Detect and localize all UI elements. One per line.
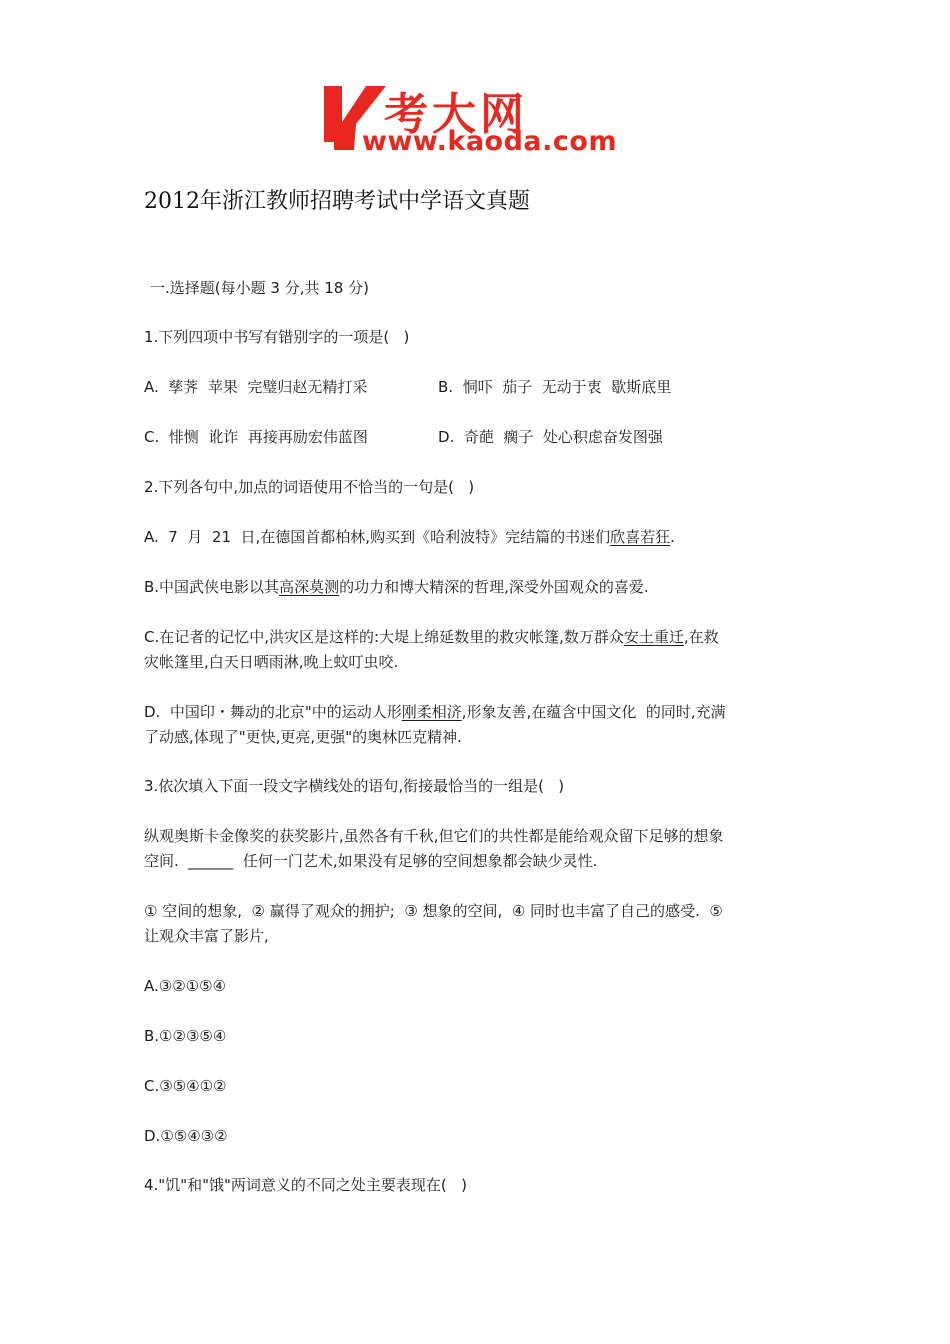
option-d-underlined-term: 刚柔相济 bbox=[401, 703, 462, 721]
question-1-option-a: A. 孳荠 苹果 完璧归赵无精打采 bbox=[144, 378, 368, 396]
question-3-passage-line-2: 空间. ______ 任何一门艺术,如果没有足够的空间想象都会缺少灵性. bbox=[144, 852, 598, 870]
option-b-underlined-term: 高深莫测 bbox=[279, 578, 340, 596]
question-3-sentences-line-2: 让观众丰富了影片, bbox=[144, 927, 269, 945]
question-1-option-c: C. 悱恻 讹诈 再接再励宏伟蓝图 bbox=[144, 428, 368, 446]
question-3-option-d: D.①⑤④③② bbox=[144, 1127, 228, 1145]
kaoda-logo bbox=[320, 82, 640, 162]
question-2-option-a bbox=[144, 525, 814, 550]
question-3-stem: 3.依次填入下面一段文字横线处的语句,衔接最恰当的一组是( ) bbox=[144, 777, 565, 795]
question-1-option-b: B. 恫吓 茄子 无动于衷 歇斯底里 bbox=[438, 378, 672, 396]
option-c-underlined-term: 安土重迁 bbox=[623, 628, 684, 646]
question-2-option-d-line-2: 了动感,体现了"更快,更亮,更强"的奥林匹克精神. bbox=[144, 728, 462, 746]
question-2-option-d bbox=[144, 700, 814, 725]
question-2-option-c-line-2: 灾帐篷里,白天日晒雨淋,晚上蚊叮虫咬. bbox=[144, 653, 399, 671]
option-d-text: D. 中国印・舞动的北京"中的运动人形 bbox=[144, 703, 402, 721]
question-3-option-c: C.③⑤④①② bbox=[144, 1077, 227, 1095]
question-3-sentences-line-1: ① 空间的想象, ② 赢得了观众的拥护; ③ 想象的空间, ④ 同时也丰富了自己的感受. ⑤ bbox=[144, 902, 723, 920]
question-2-option-b bbox=[144, 575, 814, 600]
logo-url-text: www.kaoda.com bbox=[362, 126, 618, 157]
option-b-text: B.中国武侠电影以其 bbox=[144, 578, 280, 596]
page-title: 2012年浙江教师招聘考试中学语文真题 bbox=[144, 189, 530, 214]
section-heading: 一.选择题(每小题 3 分,共 18 分) bbox=[150, 279, 369, 297]
option-a-end: . bbox=[670, 528, 675, 546]
question-1-stem: 1.下列四项中书写有错别字的一项是( ) bbox=[144, 328, 410, 346]
option-c-end: ,在救 bbox=[683, 628, 719, 646]
question-3-option-a: A.③②①⑤④ bbox=[144, 977, 227, 995]
question-3-passage-line-1: 纵观奥斯卡金像奖的获奖影片,虽然各有千秋,但它们的共性都是能给观众留下足够的想象 bbox=[144, 827, 724, 845]
option-a-text: A. 7 月 21 日,在德国首都柏林,购买到《哈利波特》完结篇的书迷们 bbox=[144, 528, 611, 546]
option-a-underlined-term: 欣喜若狂 bbox=[610, 528, 671, 546]
question-3-option-b: B.①②③⑤④ bbox=[144, 1027, 227, 1045]
question-2-option-c bbox=[144, 625, 814, 650]
option-c-text: C.在记者的记忆中,洪灾区是这样的:大堤上绵延数里的救灾帐篷,数万群众 bbox=[144, 628, 624, 646]
option-b-end: 的功力和博大精深的哲理,深受外国观众的喜爱. bbox=[339, 578, 649, 596]
question-2-stem: 2.下列各句中,加点的词语使用不恰当的一句是( ) bbox=[144, 478, 475, 496]
question-1-option-d: D. 奇葩 瘸子 处心积虑奋发图强 bbox=[438, 428, 663, 446]
logo-brand-text: 考大网 bbox=[384, 89, 528, 140]
option-d-end: ,形象友善,在蕴含中国文化 的同时,充满 bbox=[461, 703, 726, 721]
question-4-stem: 4."饥"和"饿"两词意义的不同之处主要表现在( ) bbox=[144, 1176, 467, 1194]
